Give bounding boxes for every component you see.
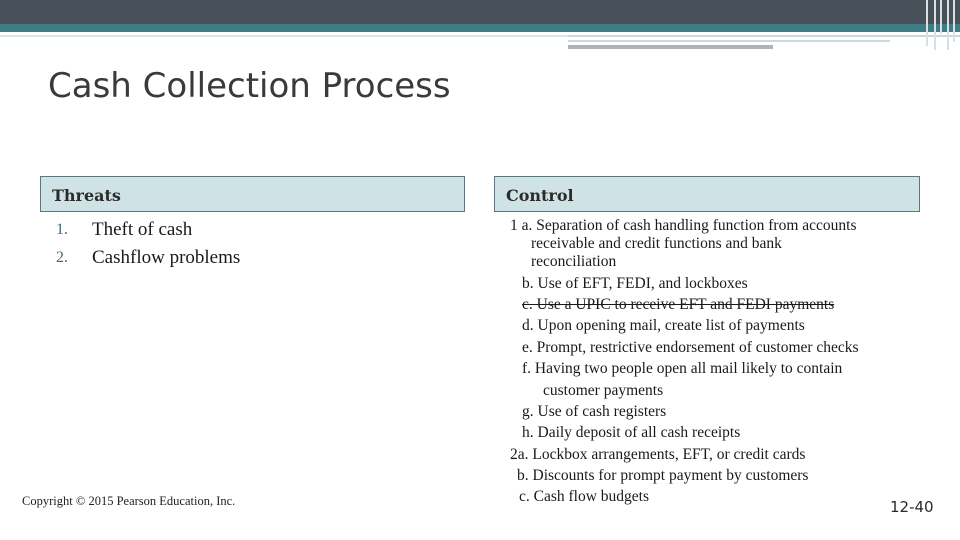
- control-line: e. Prompt, restrictive endorsement of customer checks: [522, 339, 859, 356]
- control-line: receivable and credit functions and bank: [531, 235, 782, 252]
- threats-header: Threats: [40, 176, 465, 212]
- control-line: f. Having two people open all mail likely to contain: [522, 360, 843, 377]
- threat-number: 2.: [56, 249, 68, 266]
- control-line: h. Daily deposit of all cash receipts: [522, 424, 741, 441]
- control-line: d. Upon opening mail, create list of payments: [522, 317, 805, 334]
- control-line: c. Cash flow budgets: [519, 488, 650, 505]
- control-line: b. Use of EFT, FEDI, and lockboxes: [522, 275, 748, 292]
- control-line: reconciliation: [531, 253, 617, 270]
- threat-text: Cashflow problems: [92, 247, 241, 268]
- control-line: b. Discounts for prompt payment by customers: [517, 467, 809, 484]
- control-line: g. Use of cash registers: [522, 403, 667, 420]
- threat-number: 1.: [56, 221, 68, 238]
- page-number: 12-40: [890, 498, 934, 516]
- control-line-struck: c. Use a UPIC to receive EFT and FEDI payments: [522, 296, 835, 313]
- control-line: customer payments: [543, 382, 664, 399]
- control-line: 1 a. Separation of cash handling function from accounts: [510, 217, 857, 234]
- control-header: Control: [494, 176, 920, 212]
- copyright-notice: Copyright © 2015 Pearson Education, Inc.: [22, 494, 236, 508]
- slide-title: Cash Collection Process: [48, 66, 451, 106]
- threat-text: Theft of cash: [92, 219, 193, 240]
- control-line: 2a. Lockbox arrangements, EFT, or credit cards: [510, 446, 806, 463]
